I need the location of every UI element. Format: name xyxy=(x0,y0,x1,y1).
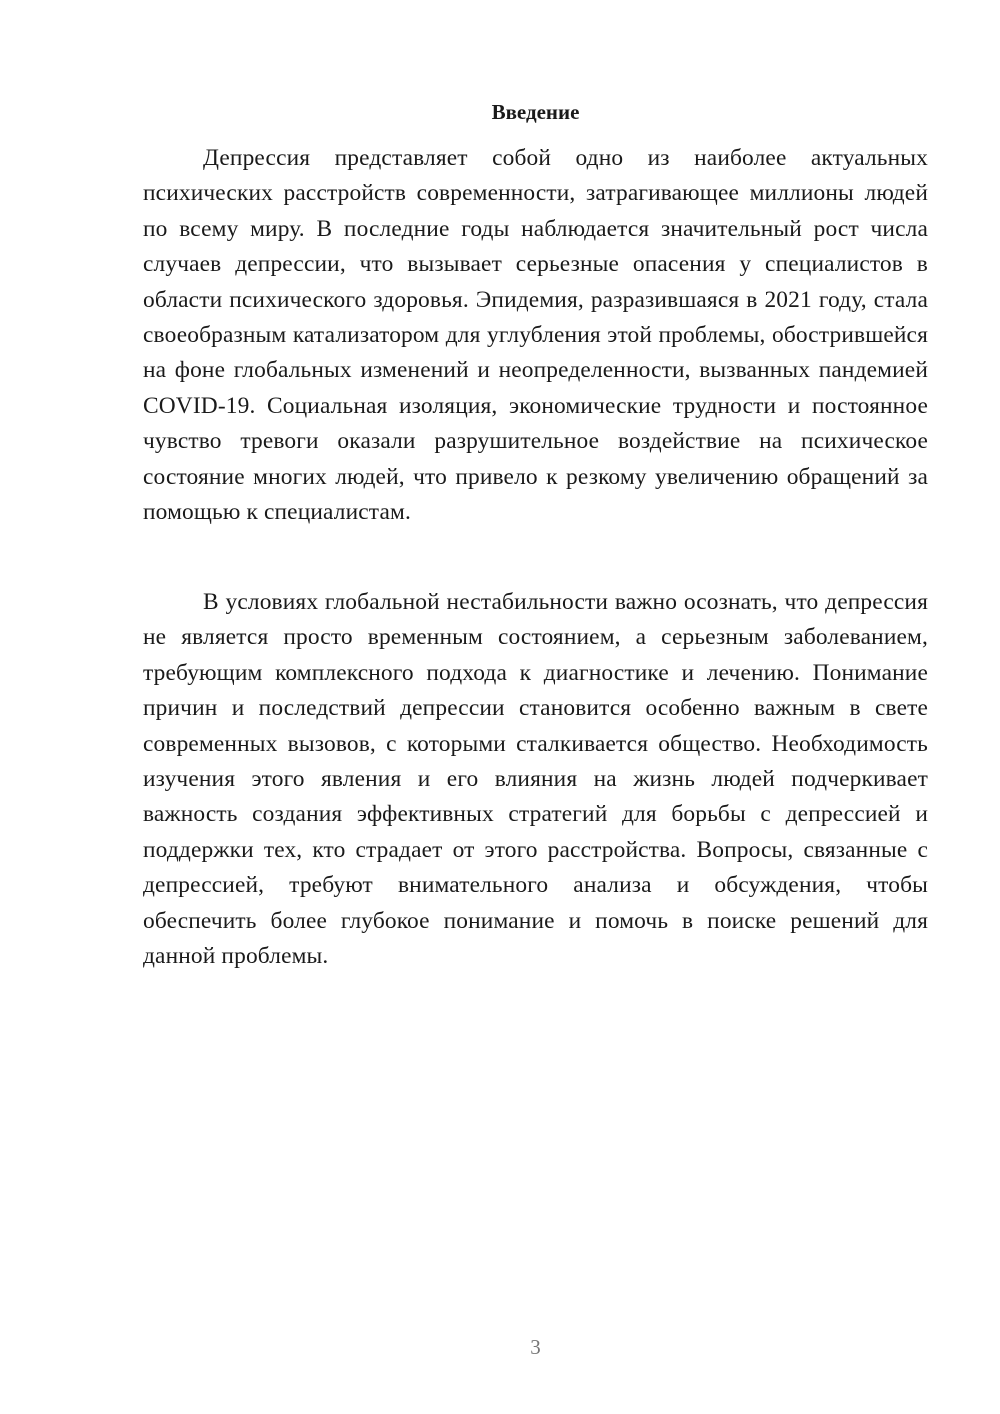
page-number: 3 xyxy=(530,1335,541,1359)
paragraph-1: Депрессия представляет собой одно из наиболее актуальных психических расстройств современности, затрагивающее миллионы людей по всему миру. В последние годы наблюдается значительный рост числа случаев депрессии, что вызывает серьезные опасения у специалистов в области психического здоровья. Эпидемия, разразившаяся в 2021 году, стала своеобразным катализатором для углубления этой проблемы, обострившейся на фоне глобальных изменений и неопределенности, вызванных пандемией COVID-19. Социальная изоляция, экономические трудности и постоянное чувство тревоги оказали разрушительное воздействие на психическое состояние многих людей, что привело к резкому увеличению обращений за помощью к специалистам. xyxy=(143,145,928,526)
page-title: Введение xyxy=(491,100,580,124)
paragraph-2: В условиях глобальной нестабильности важно осознать, что депрессия не является просто временным состоянием, а серьезным заболеванием, требующим комплексного подхода к диагностике и лечению. Понимание причин и последствий депрессии становится особенно важным в свете современных вызовов, с которыми сталкивается общество. Необходимость изучения этого явления и его влияния на жизнь людей подчеркивает важность создания эффективных стратегий для борьбы с депрессией и поддержки тех, кто страдает от этого расстройства. Вопросы, связанные с депрессией, требуют внимательного анализа и обсуждения, чтобы обеспечить более глубокое понимание и помочь в поиске решений для данной проблемы. xyxy=(143,589,928,970)
